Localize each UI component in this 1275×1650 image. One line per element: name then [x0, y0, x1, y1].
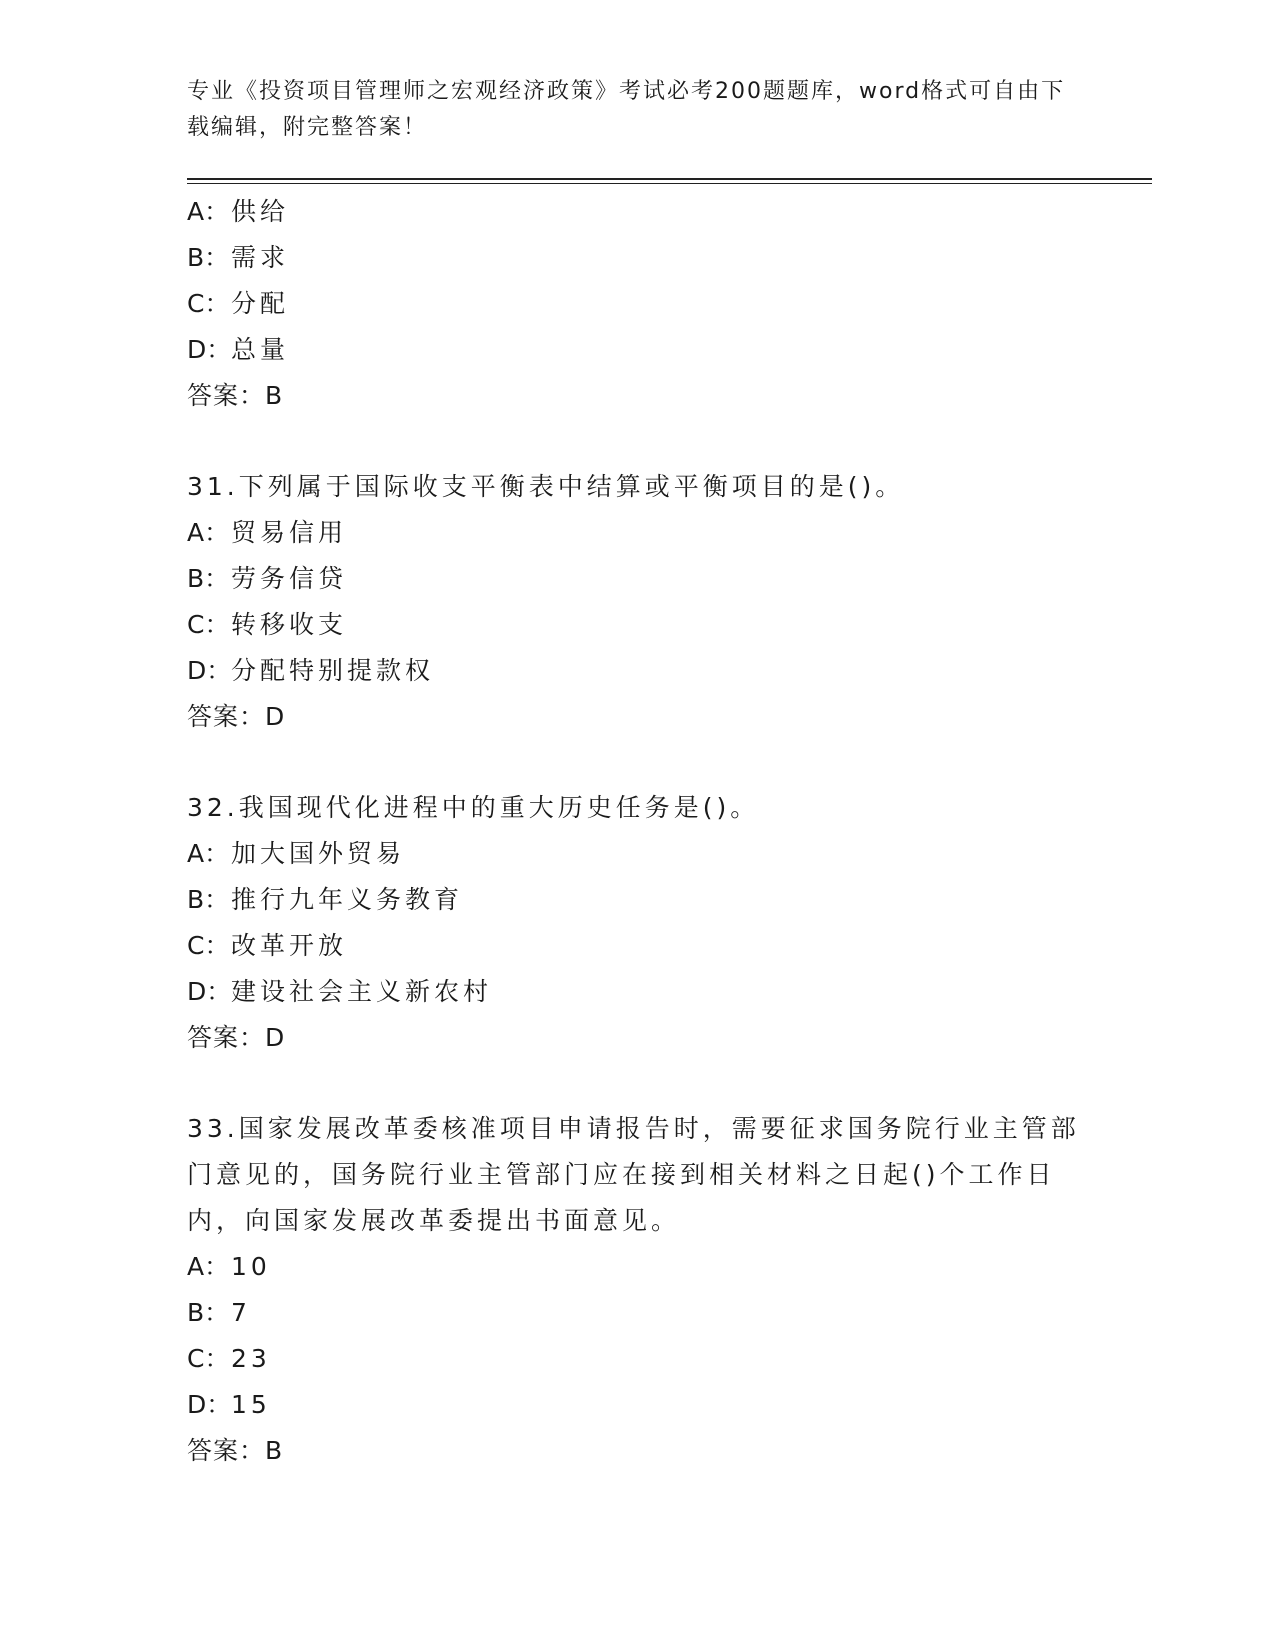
answer-line: 答案：D [187, 702, 286, 731]
option-d [187, 1382, 1087, 1428]
option-key: D： [187, 335, 232, 364]
option-text: 供给 [231, 197, 290, 226]
option-c [187, 602, 1087, 648]
option-key: A： [187, 197, 230, 226]
option-b [187, 877, 1087, 923]
document-header: 专业《投资项目管理师之宏观经济政策》考试必考200题题库，word格式可自由下载编辑，附完整答案！ [187, 79, 1066, 140]
option-key: D： [187, 656, 232, 685]
option-text: 推行九年义务教育 [231, 885, 464, 914]
option-key: B： [187, 1298, 230, 1327]
option-key: C： [187, 610, 230, 639]
option-text: 建设社会主义新农村 [231, 977, 493, 1006]
option-a [187, 189, 1087, 235]
option-key: D： [187, 1390, 232, 1419]
option-a [187, 510, 1087, 556]
option-key: C： [187, 1344, 230, 1373]
header-divider [187, 178, 1152, 180]
option-text: 需求 [231, 243, 290, 272]
option-b [187, 556, 1087, 602]
option-text: 劳务信贷 [231, 564, 348, 593]
option-text: 7 [231, 1298, 251, 1327]
question-block-32 [187, 785, 1087, 1061]
option-key: B： [187, 243, 230, 272]
option-key: A： [187, 518, 230, 547]
option-text: 分配特别提款权 [231, 656, 435, 685]
option-text: 总量 [231, 335, 290, 364]
option-a [187, 831, 1087, 877]
option-d [187, 648, 1087, 694]
question-list [187, 189, 1087, 1474]
option-key: A： [187, 839, 230, 868]
option-text: 10 [231, 1252, 271, 1281]
option-a [187, 1244, 1087, 1290]
answer-line: 答案：B [187, 381, 284, 410]
question-block-31 [187, 464, 1087, 740]
option-text: 贸易信用 [231, 518, 348, 547]
question-block-33 [187, 1106, 1087, 1474]
question-text: 33.国家发展改革委核准项目申请报告时，需要征求国务院行业主管部门意见的，国务院行业主管部门应在接到相关材料之日起()个工作日内，向国家发展改革委提出书面意见。 [187, 1114, 1080, 1235]
option-b [187, 1290, 1087, 1336]
option-key: C： [187, 289, 230, 318]
question-text: 32.我国现代化进程中的重大历史任务是()。 [187, 793, 760, 822]
option-d [187, 969, 1087, 1015]
option-c [187, 923, 1087, 969]
option-d [187, 327, 1087, 373]
option-key: D： [187, 977, 232, 1006]
option-text: 15 [231, 1390, 271, 1419]
answer-line: 答案：B [187, 1436, 284, 1465]
question-text: 31.下列属于国际收支平衡表中结算或平衡项目的是()。 [187, 472, 905, 501]
option-key: B： [187, 885, 230, 914]
option-key: C： [187, 931, 230, 960]
option-key: A： [187, 1252, 230, 1281]
option-text: 分配 [231, 289, 290, 318]
answer-line: 答案：D [187, 1023, 286, 1052]
option-c [187, 1336, 1087, 1382]
option-b [187, 235, 1087, 281]
option-text: 23 [231, 1344, 271, 1373]
option-text: 加大国外贸易 [231, 839, 406, 868]
option-key: B： [187, 564, 230, 593]
header-divider-thin [187, 183, 1152, 184]
option-text: 转移收支 [231, 610, 348, 639]
option-c [187, 281, 1087, 327]
question-block-30 [187, 189, 1087, 419]
option-text: 改革开放 [231, 931, 348, 960]
